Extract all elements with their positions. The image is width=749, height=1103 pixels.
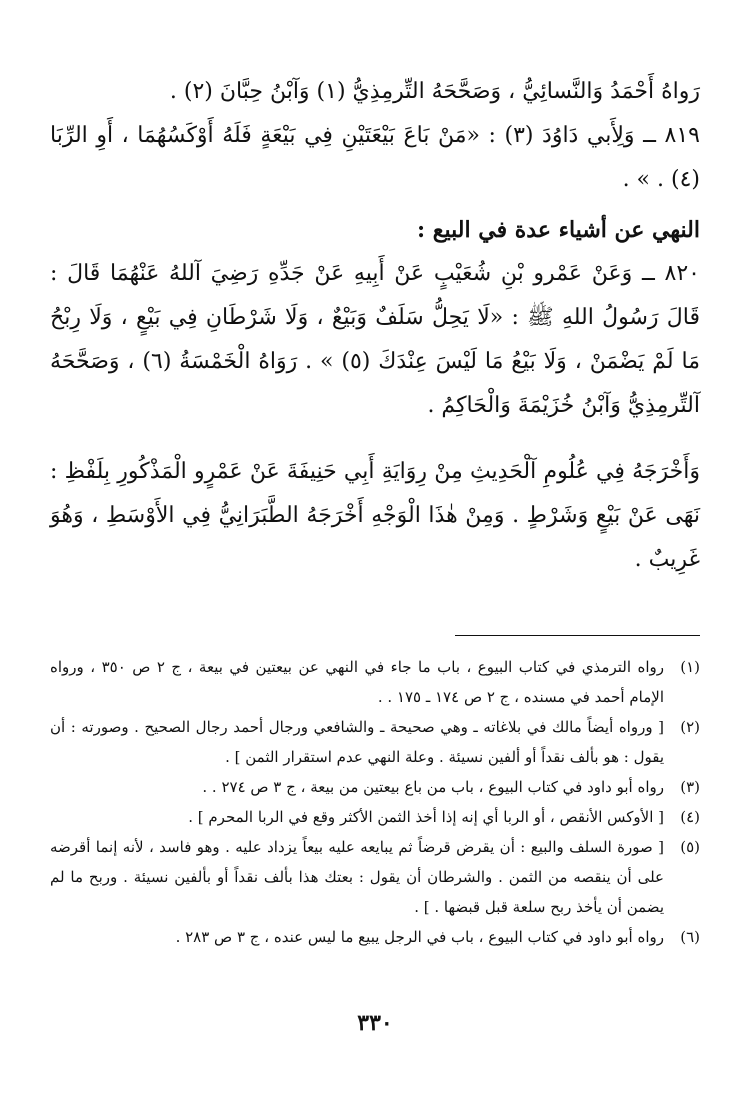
section-heading: النهي عن أشياء عدة في البيع : [417, 217, 700, 243]
footnote-number: (٢) [680, 718, 700, 736]
footnote-divider [455, 635, 700, 636]
footnote-item [50, 712, 700, 772]
footnote-number: (٣) [680, 778, 700, 796]
footnote-number: (٤) [680, 808, 700, 826]
document-page [50, 70, 700, 1080]
footnote-item [50, 802, 700, 832]
hadith-819: ٨١٩ ــ وَلِأَبي دَاوُدَ (٣) : «مَنْ بَاعَ بَيْعَتَيْنِ فِي بَيْعَةٍ فَلَهُ أَوْكَسُهُمَا ، أَوِ الرِّبَا (٤) . » . [50, 123, 700, 192]
footnote-item [50, 772, 700, 802]
footnote-item [50, 922, 700, 952]
footnote-item [50, 832, 700, 922]
footnotes [50, 652, 700, 952]
paragraph-spacer [50, 428, 700, 450]
footnote-text: رواه أبو داود في كتاب البيوع ، باب في الرجل يبيع ما ليس عنده ، ج ٣ ص ٢٨٣ . [175, 928, 664, 946]
footnote-text: [ الأوكس الأنقص ، أو الربا أي إنه إذا أخذ الثمن الأكثر وقع في الربا المحرم ] . [188, 808, 664, 826]
footnote-number: (٦) [680, 928, 700, 946]
footnote-text: [ ورواه أيضاً مالك في بلاغاته ـ وهي صحيحة ـ والشافعي ورجال أحمد رجال الصحيح . وصورته : أن يقول : هو بألف نقداً أو ألفين نسيئة . وعلة النهي عدم استقرار الثمن ] . [50, 718, 664, 766]
main-text [50, 70, 700, 582]
footnote-text: [ صورة السلف والبيع : أن يقرض قرضاً ثم يبايعه عليه بيعاً يزداد عليه . وهو فاسد ، لأنه إنما أقرضه على أن ينقصه من الثمن . والشرطان أن يقول : بعتك هذا بألف نقداً أو بألفين نسيئة . وربح ما لم يضمن أن يأخذ ربح سلعة قبل قبضها . ] . [50, 838, 664, 916]
footnote-number: (١) [680, 658, 700, 676]
footnote-text: رواه الترمذي في كتاب البيوع ، باب ما جاء في النهي عن بيعتين في بيعة ، ج ٢ ص ٣٥٠ ، ورواه الإمام أحمد في مسنده ، ج ٢ ص ١٧٤ ـ ١٧٥ . . [50, 658, 664, 706]
page-number: ٣٣٠ [357, 1010, 393, 1036]
paragraph-additional: وَأَخْرَجَهُ فِي عُلُومِ آلْحَدِيثِ مِنْ رِوَايَةِ أَبِي حَنِيفَةَ عَنْ عَمْرٍو الْمَذْكُورِ بِلَفْظِ : نَهَى عَنْ بَيْعٍ وَشَرْطٍ . وَمِنْ هٰذَا الْوَجْهِ أَخْرَجَهُ الطَّبَرَانِيُّ فِي الأَوْسَطِ ، وَهُوَ غَرِيبٌ . [50, 459, 700, 572]
hadith-820: ٨٢٠ ــ وَعَنْ عَمْرو بْنِ شُعَيْبٍ عَنْ أَبِيهِ عَنْ جَدِّهِ رَضِيَ آللهُ عَنْهُمَا قَالَ : قَالَ رَسُولُ اللهِ ﷺ : «لَا يَحِلُّ سَلَفٌ وَبَيْعٌ ، وَلَا شَرْطَانِ فِي بَيْعٍ ، وَلَا رِبْحُ مَا لَمْ يَضْمَنْ ، وَلَا بَيْعُ مَا لَيْسَ عِنْدَكَ (٥) » . رَوَاهُ الْخَمْسَةُ (٦) ، وَصَحَّحَهُ آلتِّرمِذِيُّ وَآبْنُ خُزَيْمَةَ وَالْحَاكِمُ . [50, 261, 700, 418]
footnote-text: رواه أبو داود في كتاب البيوع ، باب من باع بيعتين من بيعة ، ج ٣ ص ٢٧٤ . . [202, 778, 664, 796]
footnote-item [50, 652, 700, 712]
footnote-number: (٥) [680, 838, 700, 856]
paragraph-narration: رَواهُ أَحْمَدُ وَالنَّسائِيُّ ، وَصَحَّحَهُ التِّرمِذِيُّ (١) وَآبْنُ حِبَّانَ (٢) . [169, 79, 700, 104]
